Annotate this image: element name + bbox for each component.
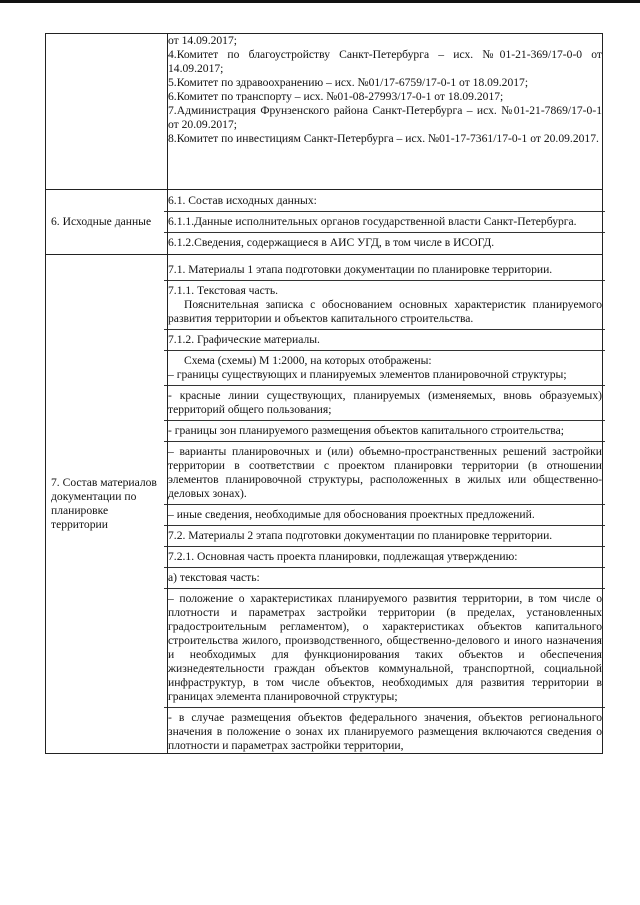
row-label-cell [46, 255, 168, 754]
divider [164, 525, 605, 526]
text-line: 6.1.2.Сведения, содержащиеся в АИС УГД, в том числе в ИСОГД. [168, 236, 495, 249]
text-line: от 14.09.2017; [168, 34, 238, 47]
divider [164, 441, 605, 442]
text-line: 4.Комитет по благоустройству Санкт-Петербурга – исх. №01-21-369/17-0-0 от 14.09.2017; [168, 48, 602, 75]
table-row-continuation [46, 34, 603, 190]
list-item: – границы существующих и планируемых элементов планировочной структуры; [168, 368, 567, 381]
row-label-cell [46, 190, 168, 255]
subsection-heading: 7.2.1. Основная часть проекта планировки, подлежащая утверждению: [168, 550, 518, 563]
top-rule [0, 0, 640, 3]
list-item: – варианты планировочных и (или) объемно-пространственных решений застройки территории в соответствии с проектом планировки территории (в отношении элементов планировочной структуры, расположенных в жилых или общественно-деловых зонах). [168, 445, 602, 500]
text-line: 7.Администрация Фрунзенского района Санкт-Петербурга – исх. №01-21-7869/17-0-1 от 20.09.2017; [168, 104, 602, 131]
text-line: 6.1.1.Данные исполнительных органов государственной власти Санкт-Петербурга. [168, 215, 577, 228]
divider [164, 385, 605, 386]
list-item: – положение о характеристиках планируемого развития территории, в том числе о плотности и параметрах застройки территории (в пределах, установленных градостроительным регламентом), о характеристиках объектов капитального строительства жилого, производственного, общественно-делового и иного назначения и необходимых для функционирования таких объектов и обеспечения жизнедеятельности граждан объектов коммунальной, транспортной, социальной инфраструктур, в том числе объектов, необходимых для развития территории в границах элемента планировочной структуры; [168, 592, 602, 703]
subsection-heading: 7.1.2. Графические материалы. [168, 333, 320, 346]
divider [164, 211, 605, 212]
row-label: 6. Исходные данные [51, 215, 152, 228]
text-line: 5.Комитет по здравоохранению – исх. №01/17-6759/17-0-1 от 18.09.2017; [168, 76, 529, 89]
divider [164, 567, 605, 568]
section-heading: 6.1. Состав исходных данных: [168, 194, 317, 207]
divider [164, 707, 605, 708]
divider [164, 280, 605, 281]
content-cell [168, 34, 603, 190]
divider [164, 504, 605, 505]
document-table [45, 33, 603, 754]
content-cell [168, 255, 603, 754]
list-item: - границы зон планируемого размещения объектов капитального строительства; [168, 424, 564, 437]
text-line: 6.Комитет по транспорту – исх. №01-08-27993/17-0-1 от 18.09.2017; [168, 90, 504, 103]
section-heading: 7.1. Материалы 1 этапа подготовки документации по планировке территории. [168, 263, 553, 276]
divider [164, 350, 605, 351]
list-item: - в случае размещения объектов федерального значения, объектов регионального значения в положение о зонах их планируемого размещения включаются сведения о плотности и параметрах застройки территории, [168, 711, 602, 752]
list-item: – иные сведения, необходимые для обоснования проектных предложений. [168, 508, 535, 521]
text-line: а) текстовая часть: [168, 571, 260, 584]
divider [164, 232, 605, 233]
list-item: - красные линии существующих, планируемых (изменяемых, вновь образуемых) территорий общего пользования; [168, 389, 602, 416]
section-heading: 7.2. Материалы 2 этапа подготовки документации по планировке территории. [168, 529, 553, 542]
table-row-materials [46, 255, 603, 754]
empty-label-cell [46, 34, 168, 190]
content-cell [168, 190, 603, 255]
text-paragraph: Схема (схемы) М 1:2000, на которых отображены: [184, 354, 432, 367]
text-paragraph: Пояснительная записка с обоснованием основных характеристик планируемого развития территории и объектов капитального строительства. [168, 298, 602, 325]
divider [164, 588, 605, 589]
divider [164, 329, 605, 330]
divider [164, 546, 605, 547]
row-label: 7. Состав материалов документации по планировке территории [51, 476, 157, 531]
subsection-heading: 7.1.1. Текстовая часть. [168, 284, 279, 297]
text-line: 8.Комитет по инвестициям Санкт-Петербурга – исх. №01-17-7361/17-0-1 от 20.09.2017. [168, 132, 599, 145]
divider [164, 420, 605, 421]
table-row-source-data [46, 190, 603, 255]
